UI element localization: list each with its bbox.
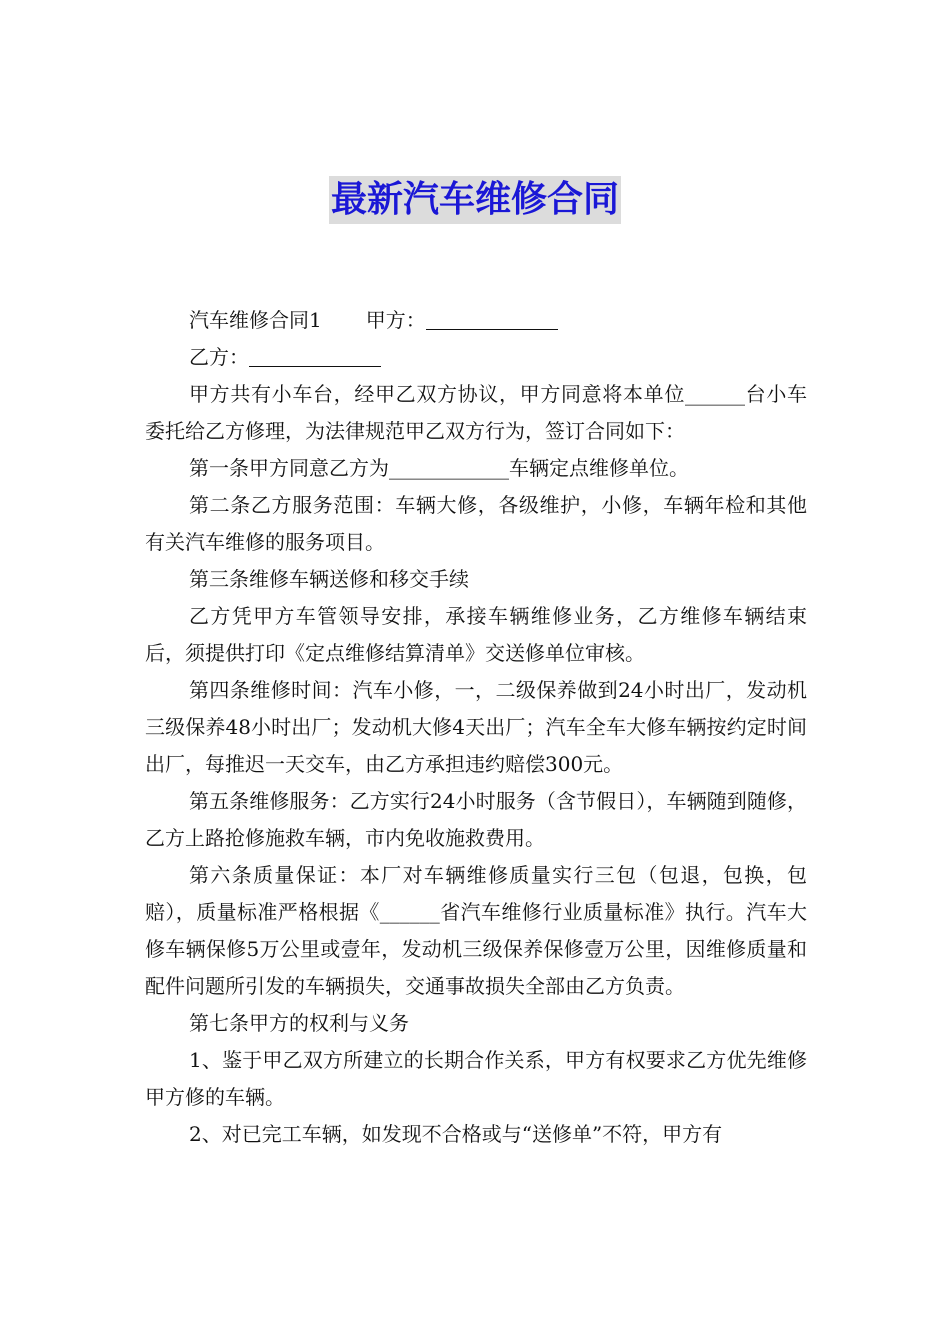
document-title: 最新汽车维修合同 — [329, 176, 621, 224]
paragraph: 第四条维修时间：汽车小修，一，二级保养做到24小时出厂，发动机三级保养48小时出厂；发动机大修4天出厂；汽车全车大修车辆按约定时间出厂，每推迟一天交车，由乙方承担违约赔偿300元。 — [145, 678, 807, 776]
paragraph: 第二条乙方服务范围：车辆大修，各级维护，小修，车辆年检和其他有关汽车维修的服务项目。 — [145, 493, 807, 554]
paragraph: 1、鉴于甲乙双方所建立的长期合作关系，甲方有权要求乙方优先维修甲方修的车辆。 — [145, 1048, 807, 1109]
paragraph: 第七条甲方的权利与义务 — [189, 1011, 409, 1035]
paragraph: 甲方共有小车台，经甲乙双方协议，甲方同意将本单位______台小车委托给乙方修理，为法律规范甲乙双方行为，签订合同如下： — [145, 382, 807, 443]
title-container — [0, 176, 950, 224]
party-b-line — [145, 339, 807, 376]
paragraph: 第五条维修服务：乙方实行24小时服务（含节假日），车辆随到随修，乙方上路抢修施救车辆，市内免收施救费用。 — [145, 789, 807, 850]
party-a-blank — [426, 309, 558, 330]
party-b-blank — [249, 346, 381, 367]
paragraph: 乙方凭甲方车管领导安排，承接车辆维修业务，乙方维修车辆结束后，须提供打印《定点维修结算清单》交送修单位审核。 — [145, 604, 807, 665]
paragraph: 第一条甲方同意乙方为____________车辆定点维修单位。 — [189, 456, 689, 480]
paragraph: 2、对已完工车辆，如发现不合格或与“送修单”不符，甲方有 — [189, 1122, 723, 1146]
contract-heading: 汽车维修合同1 — [189, 308, 322, 332]
party-a-label: 甲方： — [365, 308, 426, 332]
paragraph: 第六条质量保证：本厂对车辆维修质量实行三包（包退，包换，包赔），质量标准严格根据《______省汽车维修行业质量标准》执行。汽车大修车辆保修5万公里或壹年，发动机三级保养保修壹万公里，因维修质量和配件问题所引发的车辆损失，交通事故损失全部由乙方负责。 — [145, 863, 807, 998]
document-body — [145, 302, 807, 1153]
party-a-line — [145, 302, 807, 339]
paragraph: 第三条维修车辆送修和移交手续 — [189, 567, 469, 591]
party-b-label: 乙方： — [189, 345, 249, 369]
